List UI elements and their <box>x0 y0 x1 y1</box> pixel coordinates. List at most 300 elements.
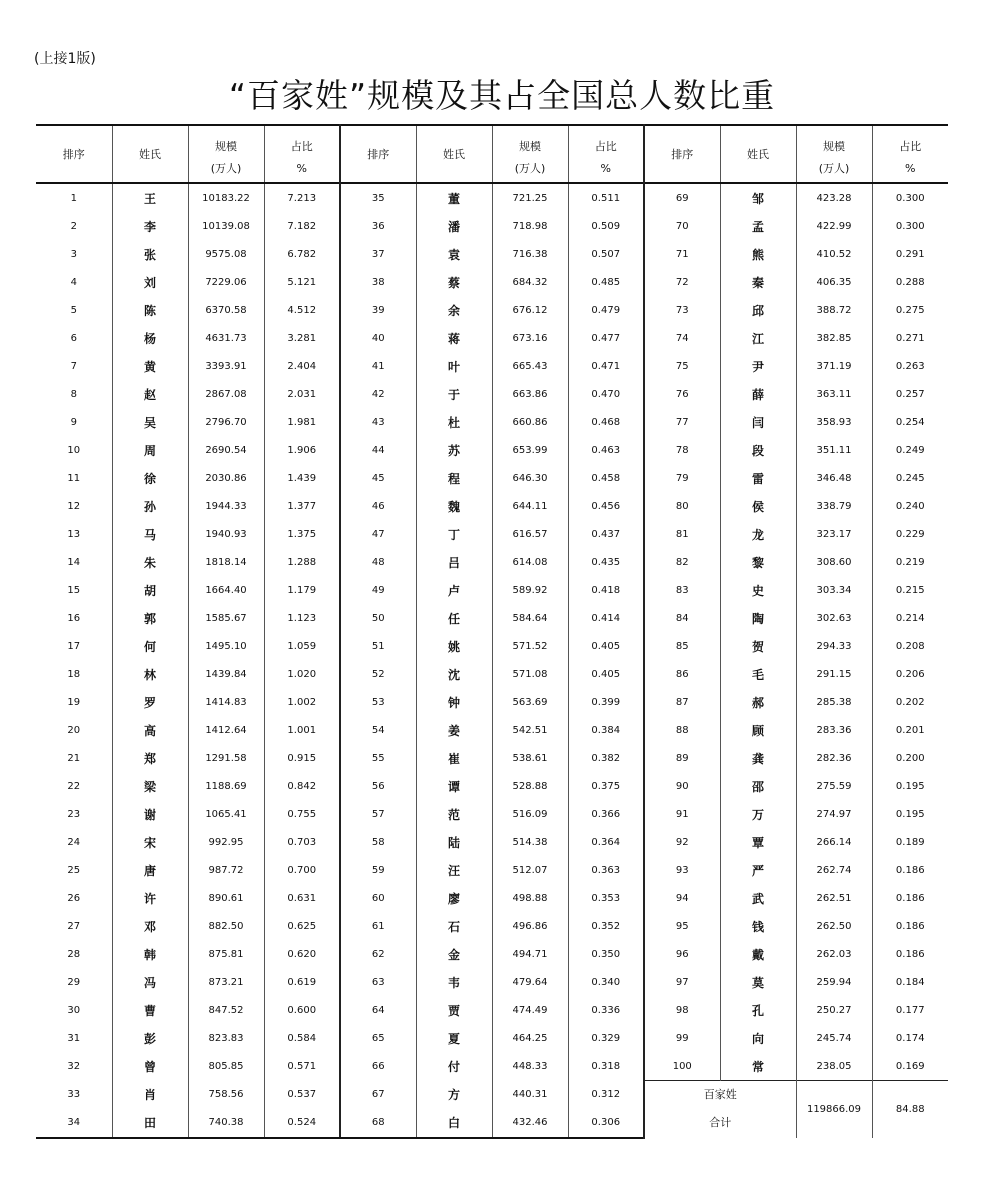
cell-rank: 95 <box>644 912 720 940</box>
cell-size: 363.11 <box>796 380 872 408</box>
cell-ratio: 2.031 <box>264 380 340 408</box>
table-row <box>36 240 948 268</box>
cell-ratio: 0.189 <box>872 828 948 856</box>
cell-ratio: 0.507 <box>568 240 644 268</box>
cell-ratio: 0.353 <box>568 884 644 912</box>
cell-rank: 84 <box>644 604 720 632</box>
cell-surname: 王 <box>112 183 188 212</box>
cell-ratio: 0.300 <box>872 212 948 240</box>
table-row <box>36 856 948 884</box>
cell-rank: 16 <box>67 612 81 624</box>
table-row <box>36 716 948 744</box>
cell-rank: 87 <box>644 688 720 716</box>
cell-size: 238.05 <box>796 1052 872 1081</box>
cell-size: 758.56 <box>188 1081 264 1109</box>
cell-surname: 薛 <box>720 380 796 408</box>
cell-surname: 万 <box>720 800 796 828</box>
cell-surname: 郝 <box>720 688 796 716</box>
cell-surname: 叶 <box>416 352 492 380</box>
cell-surname: 周 <box>112 436 188 464</box>
cell-size: 653.99 <box>492 436 568 464</box>
cell-size: 563.69 <box>492 688 568 716</box>
cell-ratio: 0.437 <box>568 520 644 548</box>
cell-size: 479.64 <box>492 968 568 996</box>
cell-surname: 孙 <box>112 492 188 520</box>
cell-surname: 陶 <box>720 604 796 632</box>
cell-surname: 陆 <box>416 828 492 856</box>
cell-surname: 宋 <box>112 828 188 856</box>
header-rank: 排序 <box>644 125 720 183</box>
cell-size: 718.98 <box>492 212 568 240</box>
cell-rank: 3 <box>70 248 77 260</box>
cell-size: 250.27 <box>796 996 872 1024</box>
cell-rank: 65 <box>340 1024 416 1052</box>
cell-surname: 彭 <box>112 1024 188 1052</box>
cell-rank: 9 <box>70 416 77 428</box>
cell-ratio: 0.418 <box>568 576 644 604</box>
cell-size: 528.88 <box>492 772 568 800</box>
cell-rank: 12 <box>67 500 81 512</box>
cell-ratio: 0.631 <box>264 884 340 912</box>
cell-size: 351.11 <box>796 436 872 464</box>
cell-size: 890.61 <box>188 884 264 912</box>
cell-ratio: 1.020 <box>264 660 340 688</box>
cell-rank: 83 <box>644 576 720 604</box>
cell-rank: 37 <box>340 240 416 268</box>
table-row <box>36 772 948 800</box>
cell-surname: 蒋 <box>416 324 492 352</box>
cell-size: 721.25 <box>492 183 568 212</box>
cell-rank: 5 <box>70 304 77 316</box>
cell-surname: 吕 <box>416 548 492 576</box>
cell-ratio: 0.571 <box>264 1052 340 1081</box>
cell-surname: 任 <box>416 604 492 632</box>
cell-ratio: 1.981 <box>264 408 340 436</box>
cell-surname: 侯 <box>720 492 796 520</box>
cell-size: 6370.58 <box>188 296 264 324</box>
cell-size: 1940.93 <box>188 520 264 548</box>
cell-surname: 罗 <box>112 688 188 716</box>
cell-ratio: 0.479 <box>568 296 644 324</box>
cell-rank: 30 <box>67 1004 81 1016</box>
cell-surname: 余 <box>416 296 492 324</box>
cell-surname: 程 <box>416 464 492 492</box>
cell-size: 9575.08 <box>188 240 264 268</box>
header-size-unit: (万人) <box>188 154 264 183</box>
cell-ratio: 0.300 <box>872 183 948 212</box>
cell-rank: 99 <box>644 1024 720 1052</box>
cell-rank: 81 <box>644 520 720 548</box>
table-row <box>36 520 948 548</box>
table-row <box>36 1024 948 1052</box>
header-ratio: 占比 <box>264 125 340 154</box>
cell-rank: 42 <box>340 380 416 408</box>
cell-surname: 徐 <box>112 464 188 492</box>
cell-surname: 董 <box>416 183 492 212</box>
cell-rank: 61 <box>340 912 416 940</box>
cell-ratio: 0.477 <box>568 324 644 352</box>
cell-size: 302.63 <box>796 604 872 632</box>
cell-rank: 38 <box>340 268 416 296</box>
table-row <box>36 884 948 912</box>
cell-size: 1944.33 <box>188 492 264 520</box>
cell-size: 7229.06 <box>188 268 264 296</box>
cell-surname: 常 <box>720 1052 796 1081</box>
cell-rank: 46 <box>340 492 416 520</box>
cell-ratio: 0.186 <box>872 856 948 884</box>
table-row <box>36 604 948 632</box>
cell-size: 291.15 <box>796 660 872 688</box>
cell-surname: 廖 <box>416 884 492 912</box>
cell-ratio: 0.201 <box>872 716 948 744</box>
cell-rank: 66 <box>340 1052 416 1081</box>
cell-rank: 45 <box>340 464 416 492</box>
cell-rank: 29 <box>67 976 81 988</box>
table-title: “百家姓”规模及其占全国总人数比重 <box>228 76 776 115</box>
cell-size: 432.46 <box>492 1109 568 1138</box>
cell-surname: 韦 <box>416 968 492 996</box>
cell-rank: 54 <box>340 716 416 744</box>
cell-ratio: 0.363 <box>568 856 644 884</box>
cell-ratio: 0.915 <box>264 744 340 772</box>
cell-size: 10183.22 <box>188 183 264 212</box>
cell-ratio: 6.782 <box>264 240 340 268</box>
cell-size: 644.11 <box>492 492 568 520</box>
cell-surname: 白 <box>416 1109 492 1138</box>
table-body <box>36 183 948 1138</box>
cell-rank: 78 <box>644 436 720 464</box>
cell-ratio: 0.364 <box>568 828 644 856</box>
cell-size: 873.21 <box>188 968 264 996</box>
table-row <box>36 268 948 296</box>
cell-size: 2867.08 <box>188 380 264 408</box>
cell-surname: 梁 <box>112 772 188 800</box>
cell-rank: 97 <box>644 968 720 996</box>
cell-surname: 闫 <box>720 408 796 436</box>
cell-size: 1585.67 <box>188 604 264 632</box>
cell-surname: 黎 <box>720 548 796 576</box>
cell-size: 740.38 <box>188 1109 264 1138</box>
cell-surname: 邹 <box>720 183 796 212</box>
cell-ratio: 1.906 <box>264 436 340 464</box>
cell-surname: 田 <box>112 1109 188 1138</box>
cell-surname: 覃 <box>720 828 796 856</box>
cell-rank: 13 <box>67 528 81 540</box>
cell-size: 262.50 <box>796 912 872 940</box>
cell-surname: 金 <box>416 940 492 968</box>
cell-surname: 杜 <box>416 408 492 436</box>
cell-ratio: 0.214 <box>872 604 948 632</box>
cell-ratio: 1.002 <box>264 688 340 716</box>
table-row <box>36 183 948 212</box>
cell-rank: 28 <box>67 948 81 960</box>
table-row <box>36 212 948 240</box>
cell-surname: 丁 <box>416 520 492 548</box>
cell-ratio: 0.215 <box>872 576 948 604</box>
cell-ratio: 0.174 <box>872 1024 948 1052</box>
cell-rank: 82 <box>644 548 720 576</box>
cell-rank: 52 <box>340 660 416 688</box>
cell-size: 538.61 <box>492 744 568 772</box>
header-surname: 姓氏 <box>720 125 796 183</box>
cell-size: 1188.69 <box>188 772 264 800</box>
header-size: 规模 <box>188 125 264 154</box>
cell-size: 266.14 <box>796 828 872 856</box>
cell-ratio: 0.169 <box>872 1052 948 1081</box>
cell-ratio: 0.435 <box>568 548 644 576</box>
cell-rank: 51 <box>340 632 416 660</box>
cell-ratio: 0.184 <box>872 968 948 996</box>
cell-ratio: 0.458 <box>568 464 644 492</box>
cell-size: 448.33 <box>492 1052 568 1081</box>
cell-rank: 92 <box>644 828 720 856</box>
cell-size: 512.07 <box>492 856 568 884</box>
table-row <box>36 576 948 604</box>
cell-rank: 86 <box>644 660 720 688</box>
cell-ratio: 0.186 <box>872 912 948 940</box>
cell-rank: 100 <box>644 1052 720 1081</box>
cell-ratio: 3.281 <box>264 324 340 352</box>
cell-surname: 方 <box>416 1081 492 1109</box>
cell-size: 847.52 <box>188 996 264 1024</box>
cell-rank: 11 <box>67 472 81 484</box>
cell-surname: 潘 <box>416 212 492 240</box>
cell-rank: 53 <box>340 688 416 716</box>
cell-ratio: 0.336 <box>568 996 644 1024</box>
cell-ratio: 0.329 <box>568 1024 644 1052</box>
cell-size: 496.86 <box>492 912 568 940</box>
cell-size: 10139.08 <box>188 212 264 240</box>
cell-surname: 孟 <box>720 212 796 240</box>
cell-rank: 24 <box>67 836 81 848</box>
cell-surname: 蔡 <box>416 268 492 296</box>
cell-rank: 91 <box>644 800 720 828</box>
cell-rank: 4 <box>70 276 77 288</box>
cell-ratio: 0.195 <box>872 772 948 800</box>
cell-surname: 孔 <box>720 996 796 1024</box>
cell-surname: 赵 <box>112 380 188 408</box>
cell-size: 274.97 <box>796 800 872 828</box>
cell-ratio: 0.375 <box>568 772 644 800</box>
cell-rank: 93 <box>644 856 720 884</box>
header-size-unit: (万人) <box>796 154 872 183</box>
cell-rank: 20 <box>67 724 81 736</box>
cell-ratio: 0.384 <box>568 716 644 744</box>
cell-rank: 8 <box>70 388 77 400</box>
cell-rank: 21 <box>67 752 81 764</box>
cell-rank: 76 <box>644 380 720 408</box>
cell-surname: 熊 <box>720 240 796 268</box>
cell-size: 1414.83 <box>188 688 264 716</box>
cell-size: 382.85 <box>796 324 872 352</box>
cell-size: 494.71 <box>492 940 568 968</box>
cell-rank: 96 <box>644 940 720 968</box>
header-ratio-unit: % <box>568 154 644 183</box>
cell-ratio: 0.600 <box>264 996 340 1024</box>
cell-size: 245.74 <box>796 1024 872 1052</box>
cell-ratio: 0.399 <box>568 688 644 716</box>
cell-size: 422.99 <box>796 212 872 240</box>
cell-surname: 秦 <box>720 268 796 296</box>
cell-rank: 70 <box>644 212 720 240</box>
cell-rank: 64 <box>340 996 416 1024</box>
cell-rank: 58 <box>340 828 416 856</box>
cell-size: 684.32 <box>492 268 568 296</box>
cell-size: 3393.91 <box>188 352 264 380</box>
cell-ratio: 0.312 <box>568 1081 644 1109</box>
table-row <box>36 1052 948 1081</box>
cell-size: 589.92 <box>492 576 568 604</box>
cell-size: 1439.84 <box>188 660 264 688</box>
cell-rank: 62 <box>340 940 416 968</box>
cell-ratio: 0.263 <box>872 352 948 380</box>
cell-surname: 莫 <box>720 968 796 996</box>
cell-size: 542.51 <box>492 716 568 744</box>
cell-surname: 韩 <box>112 940 188 968</box>
cell-surname: 刘 <box>112 268 188 296</box>
cell-rank: 33 <box>67 1089 81 1100</box>
table-row <box>36 996 948 1024</box>
cell-surname: 卢 <box>416 576 492 604</box>
cell-rank: 50 <box>340 604 416 632</box>
cell-ratio: 0.537 <box>264 1081 340 1109</box>
cell-surname: 袁 <box>416 240 492 268</box>
cell-ratio: 0.755 <box>264 800 340 828</box>
cell-surname: 林 <box>112 660 188 688</box>
cell-size: 285.38 <box>796 688 872 716</box>
cell-rank: 67 <box>340 1081 416 1109</box>
cell-rank: 98 <box>644 996 720 1024</box>
cell-size: 584.64 <box>492 604 568 632</box>
cell-rank: 69 <box>644 183 720 212</box>
total-size: 119866.09 <box>796 1081 872 1138</box>
total-label-top: 百家姓 <box>703 1088 737 1102</box>
cell-surname: 郑 <box>112 744 188 772</box>
cell-rank: 1 <box>70 192 77 204</box>
cell-size: 823.83 <box>188 1024 264 1052</box>
header-ratio: 占比 <box>872 125 948 154</box>
cell-surname: 许 <box>112 884 188 912</box>
cell-surname: 雷 <box>720 464 796 492</box>
cell-size: 1664.40 <box>188 576 264 604</box>
cell-size: 1495.10 <box>188 632 264 660</box>
cell-rank: 80 <box>644 492 720 520</box>
cell-ratio: 0.275 <box>872 296 948 324</box>
cell-rank: 19 <box>67 696 81 708</box>
cell-surname: 于 <box>416 380 492 408</box>
cell-surname: 马 <box>112 520 188 548</box>
cell-ratio: 0.619 <box>264 968 340 996</box>
cell-ratio: 1.288 <box>264 548 340 576</box>
cell-surname: 冯 <box>112 968 188 996</box>
cell-surname: 武 <box>720 884 796 912</box>
cell-rank: 26 <box>67 892 81 904</box>
cell-surname: 顾 <box>720 716 796 744</box>
cell-ratio: 0.249 <box>872 436 948 464</box>
table-row <box>36 800 948 828</box>
cell-surname: 戴 <box>720 940 796 968</box>
cell-ratio: 0.703 <box>264 828 340 856</box>
cell-size: 283.36 <box>796 716 872 744</box>
cell-rank: 10 <box>67 444 81 456</box>
cell-rank: 75 <box>644 352 720 380</box>
cell-ratio: 0.186 <box>872 884 948 912</box>
table-row <box>36 828 948 856</box>
continued-note: (上接1版) <box>34 51 96 67</box>
cell-ratio: 0.470 <box>568 380 644 408</box>
cell-surname: 何 <box>112 632 188 660</box>
cell-size: 388.72 <box>796 296 872 324</box>
cell-size: 514.38 <box>492 828 568 856</box>
cell-size: 323.17 <box>796 520 872 548</box>
cell-size: 294.33 <box>796 632 872 660</box>
cell-surname: 汪 <box>416 856 492 884</box>
cell-ratio: 0.271 <box>872 324 948 352</box>
cell-surname: 贾 <box>416 996 492 1024</box>
cell-rank: 71 <box>644 240 720 268</box>
cell-ratio: 0.306 <box>568 1109 644 1138</box>
cell-rank: 25 <box>67 864 81 876</box>
cell-ratio: 0.405 <box>568 660 644 688</box>
cell-ratio: 0.471 <box>568 352 644 380</box>
header-rank: 排序 <box>340 125 416 183</box>
table-row <box>36 380 948 408</box>
cell-surname: 范 <box>416 800 492 828</box>
table-row <box>36 352 948 380</box>
cell-rank: 47 <box>340 520 416 548</box>
cell-rank: 72 <box>644 268 720 296</box>
cell-surname: 陈 <box>112 296 188 324</box>
cell-size: 646.30 <box>492 464 568 492</box>
table-row <box>36 436 948 464</box>
cell-ratio: 0.254 <box>872 408 948 436</box>
cell-ratio: 1.001 <box>264 716 340 744</box>
cell-ratio: 0.245 <box>872 464 948 492</box>
cell-ratio: 0.202 <box>872 688 948 716</box>
table-row <box>36 324 948 352</box>
cell-ratio: 0.186 <box>872 940 948 968</box>
cell-rank: 40 <box>340 324 416 352</box>
cell-surname: 杨 <box>112 324 188 352</box>
cell-size: 262.03 <box>796 940 872 968</box>
cell-size: 308.60 <box>796 548 872 576</box>
cell-ratio: 1.439 <box>264 464 340 492</box>
surname-table <box>36 124 948 1139</box>
header-surname: 姓氏 <box>112 125 188 183</box>
cell-size: 987.72 <box>188 856 264 884</box>
cell-size: 259.94 <box>796 968 872 996</box>
cell-rank: 43 <box>340 408 416 436</box>
cell-ratio: 0.350 <box>568 940 644 968</box>
cell-surname: 贺 <box>720 632 796 660</box>
cell-rank: 36 <box>340 212 416 240</box>
cell-ratio: 2.404 <box>264 352 340 380</box>
cell-rank: 57 <box>340 800 416 828</box>
cell-surname: 张 <box>112 240 188 268</box>
cell-surname: 肖 <box>112 1081 188 1109</box>
cell-rank: 55 <box>340 744 416 772</box>
cell-ratio: 0.584 <box>264 1024 340 1052</box>
cell-ratio: 0.206 <box>872 660 948 688</box>
total-label <box>644 1081 796 1138</box>
cell-rank: 18 <box>67 668 81 680</box>
cell-ratio: 1.179 <box>264 576 340 604</box>
cell-size: 676.12 <box>492 296 568 324</box>
cell-ratio: 0.177 <box>872 996 948 1024</box>
cell-rank: 59 <box>340 856 416 884</box>
cell-rank: 2 <box>70 220 77 232</box>
cell-surname: 毛 <box>720 660 796 688</box>
